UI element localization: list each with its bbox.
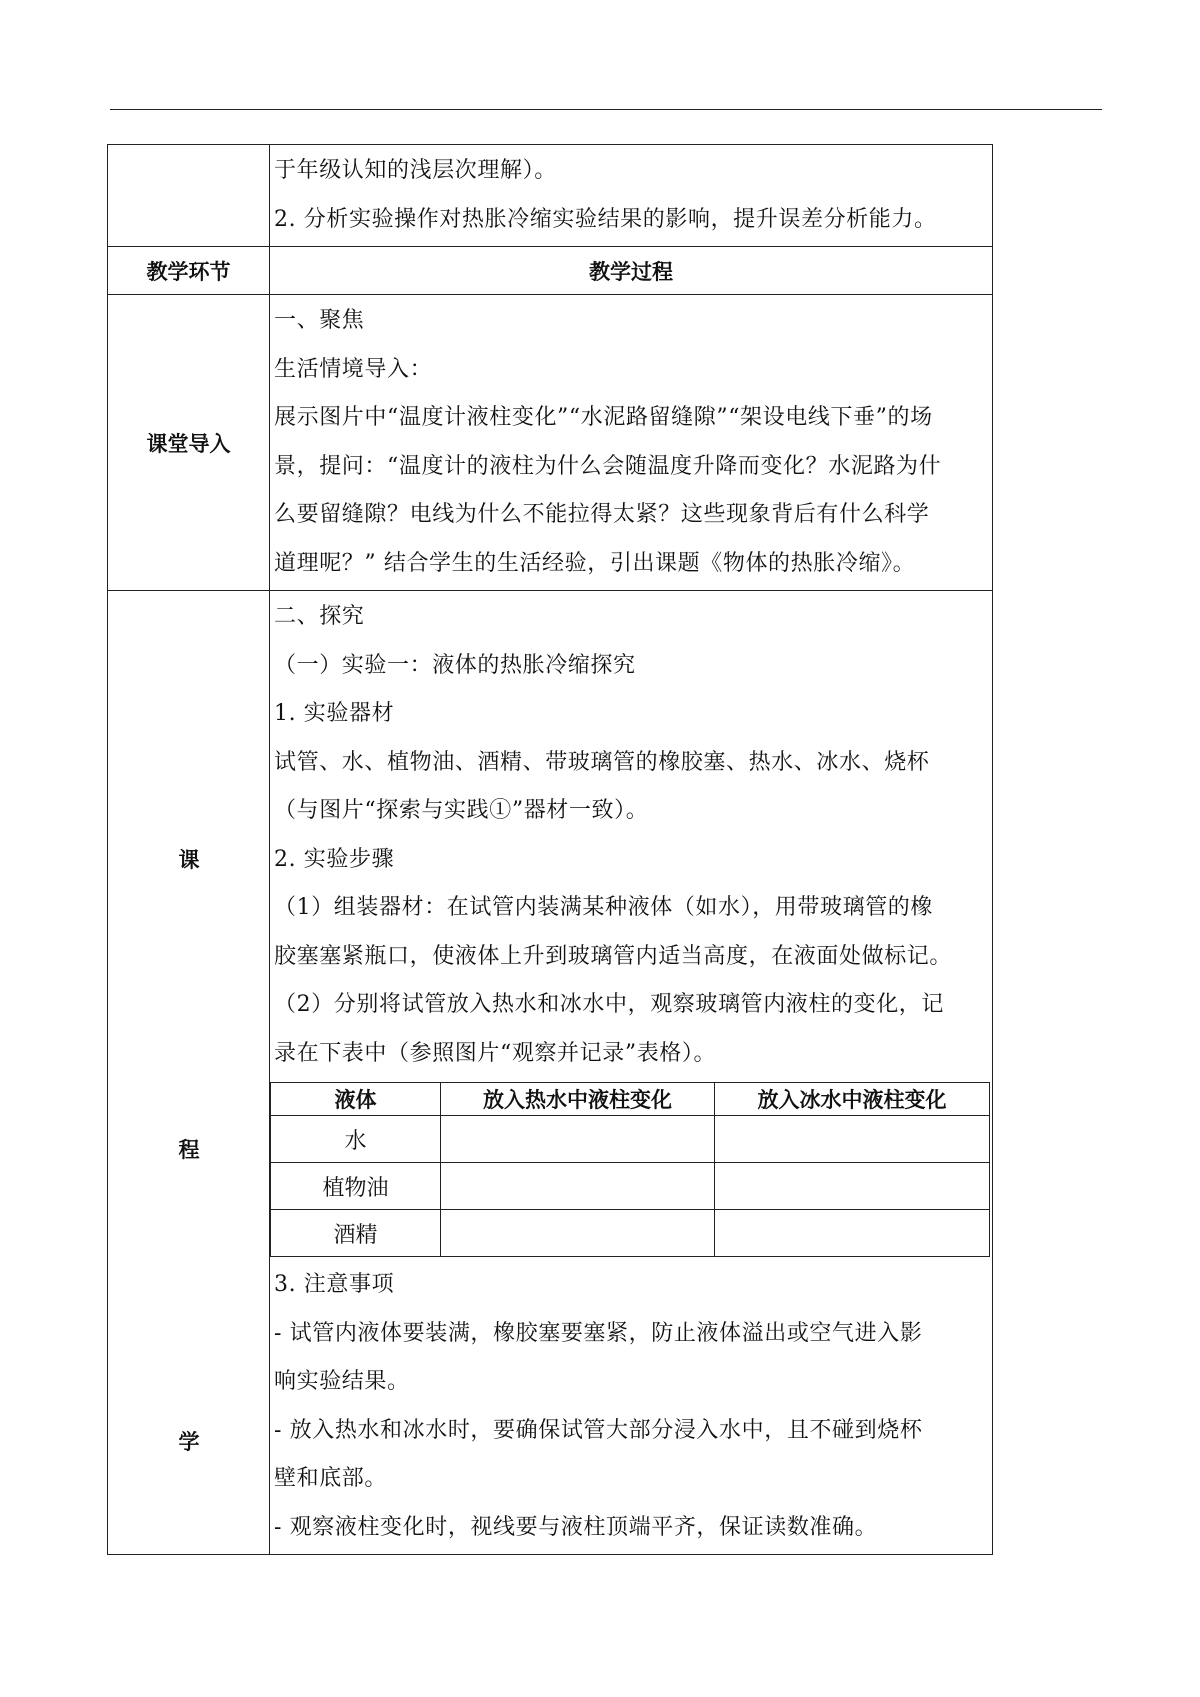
process-line-1: 二、探究 xyxy=(274,604,365,629)
intro-line-4: 景，提问：“温度计的液柱为什么会随温度升降而变化？水泥路为什 xyxy=(274,453,942,479)
intro-label: 课堂导入 xyxy=(108,295,270,591)
record-hot-cell xyxy=(441,1116,715,1163)
process-note-4: - 放入热水和冰水时，要确保试管大部分浸入水中，且不碰到烧杯 xyxy=(274,1417,923,1443)
header-teaching-stage: 教学环节 xyxy=(108,247,270,295)
intro-line-1: 一、聚焦 xyxy=(274,308,365,333)
process-label-char-2: 程 xyxy=(178,1138,200,1162)
process-note-1: 3. 注意事项 xyxy=(274,1272,395,1297)
intro-row xyxy=(108,295,993,591)
table-header-row xyxy=(108,247,993,295)
objectives-continued-cell xyxy=(270,145,993,247)
process-note-3: 响实验结果。 xyxy=(274,1369,410,1394)
objectives-continued-row xyxy=(108,145,993,247)
process-label-char-3: 学 xyxy=(178,1430,200,1454)
table-row xyxy=(271,1210,990,1257)
process-line-6: 2. 实验步骤 xyxy=(274,846,395,872)
process-label-char-1: 课 xyxy=(178,848,200,872)
record-liquid-cell: 酒精 xyxy=(271,1210,441,1257)
lesson-plan-table xyxy=(107,144,993,1555)
record-header-liquid: 液体 xyxy=(271,1083,441,1116)
process-label-cell xyxy=(108,591,270,1555)
empty-label-cell xyxy=(108,145,270,247)
process-note-2: - 试管内液体要装满，橡胶塞要塞紧，防止液体溢出或空气进入影 xyxy=(274,1320,923,1346)
intro-line-3: 展示图片中“温度计液柱变化”“水泥路留缝隙”“架设电线下垂”的场 xyxy=(274,405,933,430)
process-row xyxy=(108,591,993,1555)
record-cold-cell xyxy=(715,1210,990,1257)
process-line-5: （与图片“探索与实践①”器材一致）。 xyxy=(274,798,649,823)
process-line-4: 试管、水、植物油、酒精、带玻璃管的橡胶塞、热水、冰水、烧杯 xyxy=(274,749,930,775)
process-line-8: 胶塞塞紧瓶口，使液体上升到玻璃管内适当高度，在液面处做标记。 xyxy=(274,943,953,969)
process-line-9: （2）分别将试管放入热水和冰水中，观察玻璃管内液柱的变化，记 xyxy=(274,992,944,1017)
objectives-line-2: 2. 分析实验操作对热胀冷缩实验结果的影响，提升误差分析能力。 xyxy=(274,206,937,232)
table-row xyxy=(271,1116,990,1163)
intro-line-2: 生活情境导入： xyxy=(274,356,433,382)
table-row xyxy=(271,1163,990,1210)
process-line-7: （1）组装器材：在试管内装满某种液体（如水），用带玻璃管的橡 xyxy=(274,895,933,920)
record-hot-cell xyxy=(441,1210,715,1257)
process-line-10: 录在下表中（参照图片“观察并记录”表格）。 xyxy=(274,1040,717,1066)
record-liquid-cell: 植物油 xyxy=(271,1163,441,1210)
intro-line-5: 么要留缝隙？电线为什么不能拉得太紧？这些现象背后有什么科学 xyxy=(274,502,930,527)
record-table-header-row xyxy=(271,1083,990,1116)
process-note-6: - 观察液柱变化时，视线要与液柱顶端平齐，保证读数准确。 xyxy=(274,1514,878,1540)
intro-content xyxy=(270,295,993,591)
intro-line-6: 道理呢？” 结合学生的生活经验，引出课题《物体的热胀冷缩》。 xyxy=(274,550,916,576)
record-hot-cell xyxy=(441,1163,715,1210)
record-cold-cell xyxy=(715,1163,990,1210)
record-cold-cell xyxy=(715,1116,990,1163)
process-note-5: 壁和底部。 xyxy=(274,1466,388,1491)
record-header-ice-water: 放入冰水中液柱变化 xyxy=(715,1083,990,1116)
objectives-line-1: 于年级认知的浅层次理解）。 xyxy=(274,158,557,183)
record-liquid-cell: 水 xyxy=(271,1116,441,1163)
process-content xyxy=(270,591,993,1555)
process-line-2: （一）实验一：液体的热胀冷缩探究 xyxy=(274,652,636,678)
record-header-hot-water: 放入热水中液柱变化 xyxy=(441,1083,715,1116)
header-rule xyxy=(110,109,1102,110)
header-teaching-process: 教学过程 xyxy=(270,247,993,295)
process-line-3: 1. 实验器材 xyxy=(274,701,395,726)
record-table xyxy=(270,1082,990,1257)
